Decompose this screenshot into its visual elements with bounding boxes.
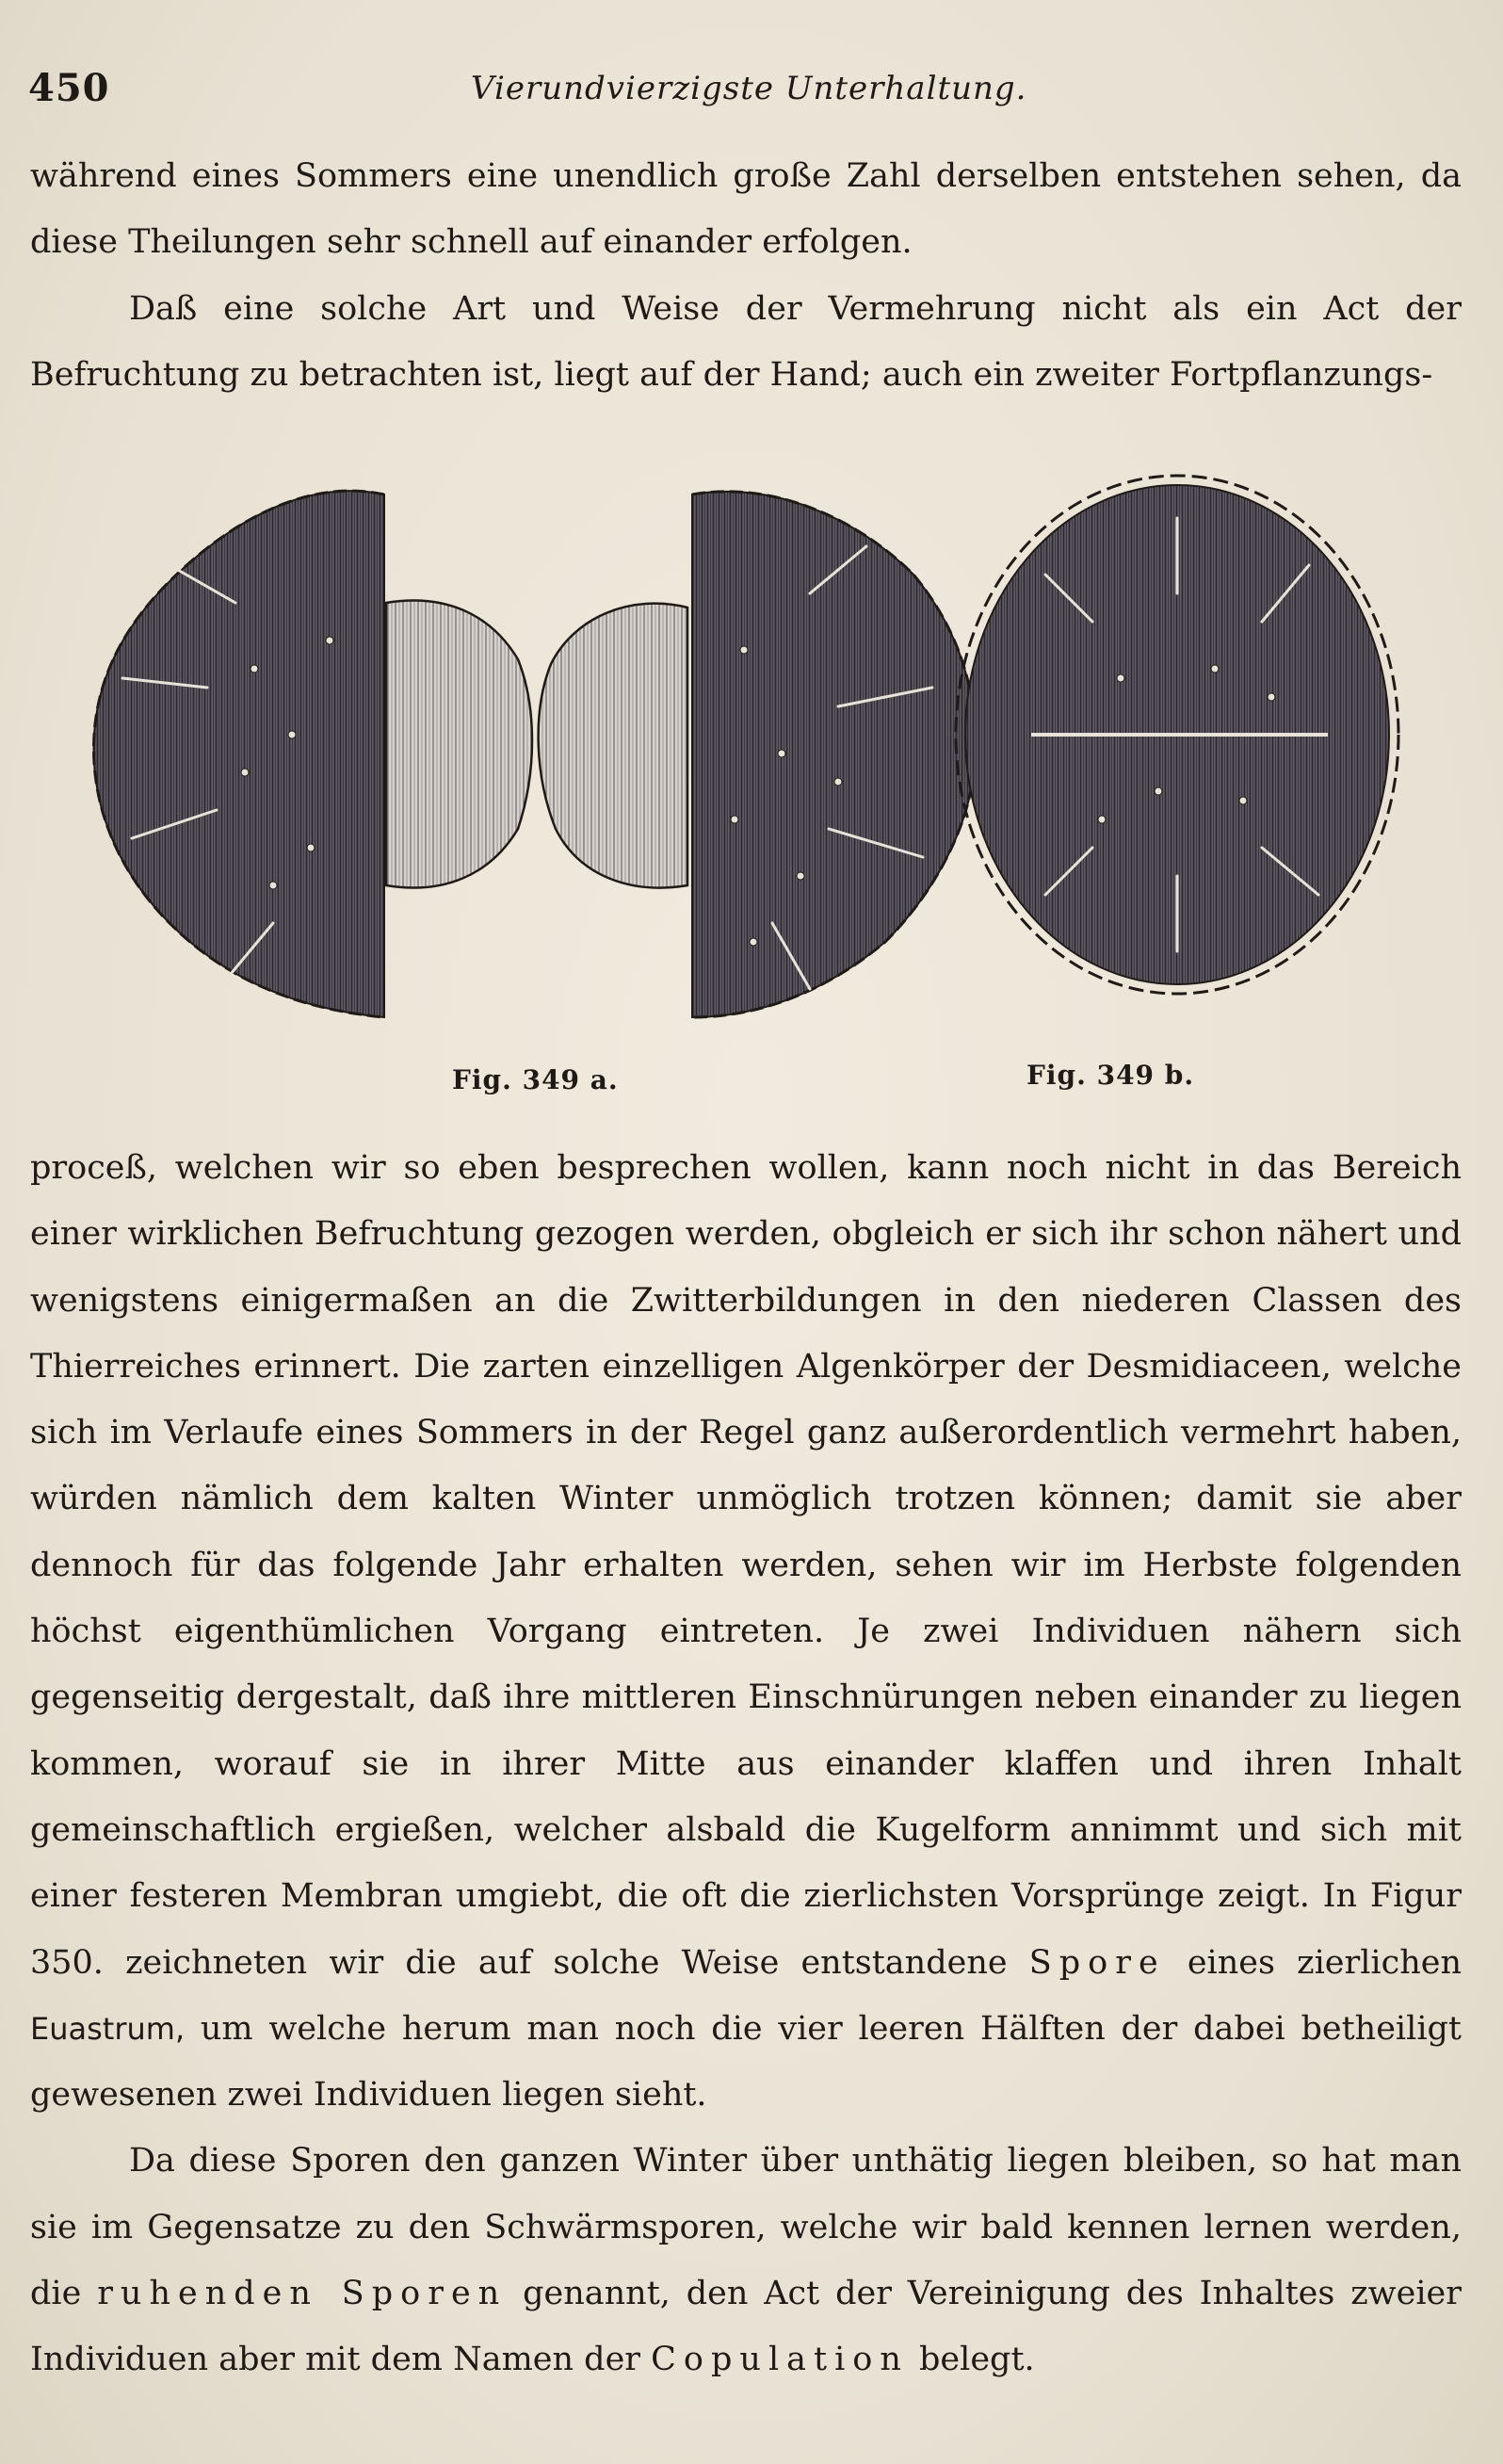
paragraph-2: Daß eine solche Art und Weise der Vermehrung nicht als ein Act der Befruchtung zu betrachten ist, liegt auf der Hand; auch ein zweiter Fortpflanzungs- — [30, 289, 1462, 394]
page-header — [28, 66, 1460, 122]
term-spore: Spore — [1028, 1943, 1166, 1982]
term-copulation: Copulation — [651, 2341, 909, 2379]
paragraph-1: während eines Sommers eine unendlich große Zahl derselben entstehen sehen, da diese Theilungen sehr schnell auf einander erfolgen. — [30, 157, 1462, 262]
figure-illustration — [85, 452, 1422, 1130]
paragraph-3-text-2: eines zierlichen — [1187, 1943, 1462, 1982]
paragraph-4-text-3: belegt. — [919, 2341, 1035, 2379]
paragraph-3-text-1: proceß, welchen wir so eben besprechen wollen, kann noch nicht in das Bereich einer wirklichen Befruchtung gezogen werden, obgleich er sich ihr schon nähert und wenigstens einigermaßen an die Zwitterbildungen in den niederen Classen des Thierreiches erinnert. Die zarten einzelligen Algenkörper der Desmidiaceen, welche sich im Verlaufe eines Sommers in der Regel ganz außerordentlich vermehrt haben, würden nämlich dem kalten Winter unmöglich trotzen können; damit sie aber dennoch für das folgende Jahr erhalten werden, sehen wir im Herbste folgenden höchst eigenthümlichen Vorgang eintreten. Je zwei Individuen nähern sich gegenseitig dergestalt, daß ihre mittleren Einschnürungen neben einander zu liegen kommen, worauf sie in ihrer Mitte aus einander klaffen und ihren Inhalt gemeinschaftlich ergießen, welcher alsbald die Kugelform annimmt und sich mit einer festeren Membran umgiebt, die oft die zierlichsten Vorsprünge zeigt. In Figur 350. zeichneten wir die auf solche Weise entstandene — [30, 1149, 1462, 1982]
figure-349b-cell — [956, 476, 1398, 994]
paragraph-4-text-1: Da diese Sporen den ganzen Winter über unthätig liegen bleiben, so hat man sie im Gegensatze zu den Schwärmsporen, welche wir bald kennen lernen werden, die — [30, 2142, 1462, 2313]
top-text — [30, 143, 1462, 408]
caption-349b: Fig. 349 b. — [1026, 1060, 1195, 1091]
paragraph-3 — [30, 1135, 1462, 2128]
caption-349a: Fig. 349 a. — [452, 1064, 619, 1095]
figure-349 — [85, 452, 1422, 1130]
term-ruhenden-sporen: ruhenden Sporen — [97, 2275, 508, 2313]
running-title: Vierundvierzigste Unterhaltung. — [471, 70, 1027, 107]
paragraph-4 — [30, 2128, 1462, 2392]
figure-349a-cell — [94, 491, 976, 1017]
bottom-text — [30, 1135, 1462, 2393]
term-euastrum: Euastrum, — [30, 2010, 186, 2047]
paragraph-3-text-3: um welche herum man noch die vier leeren Hälften der dabei betheiligt gewesenen zwei Individuen liegen sieht. — [30, 2009, 1462, 2115]
page-number: 450 — [28, 66, 110, 110]
paragraph-4-text-2: genannt, den Act der Vereinigung des Inhaltes zweier Individuen aber mit dem Namen der — [30, 2275, 1462, 2379]
